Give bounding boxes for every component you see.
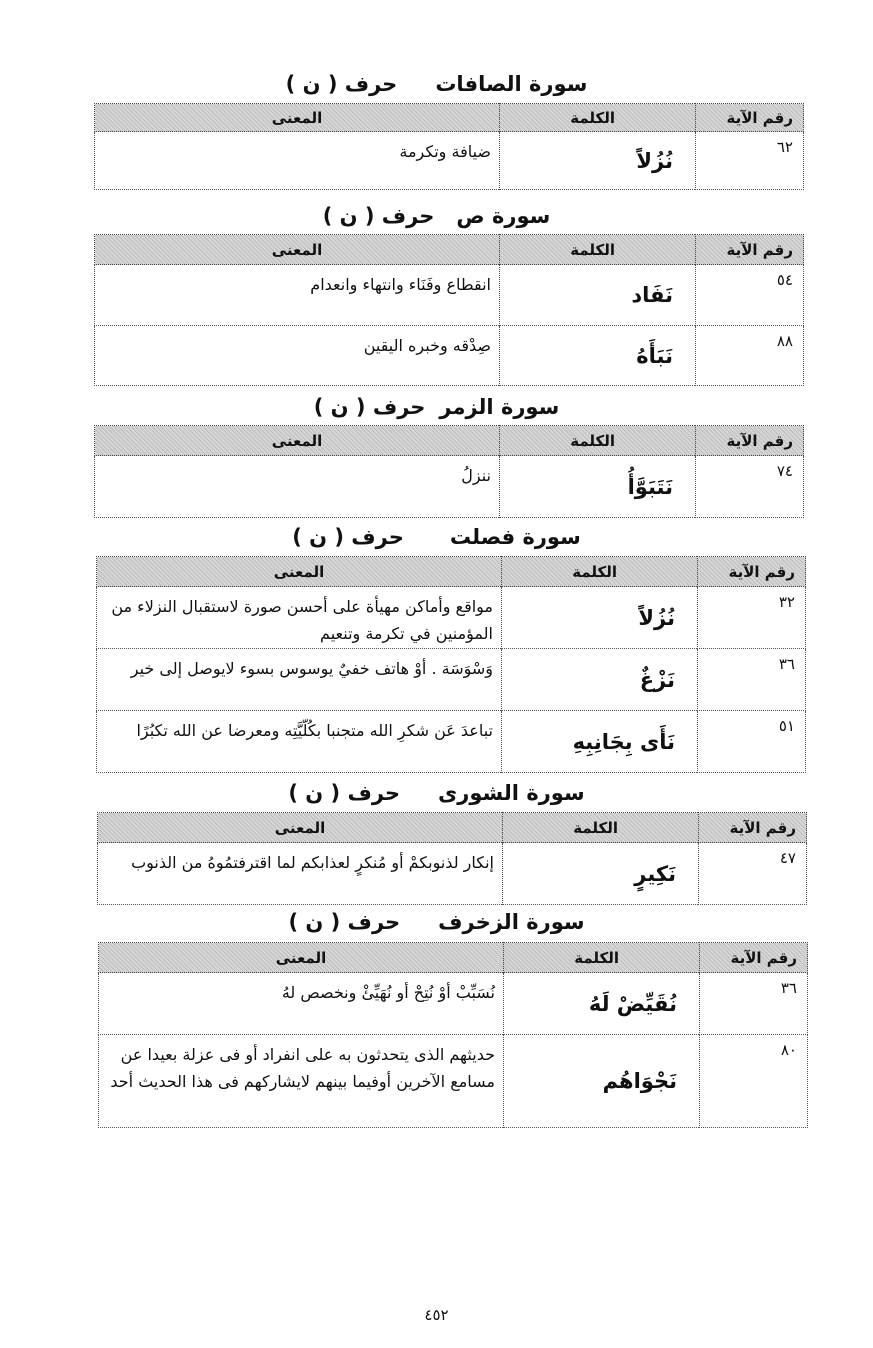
section-title [0, 523, 873, 551]
ayah-header: رقم الآية [696, 104, 804, 132]
quran-word: نُزُلاً [502, 587, 698, 649]
word-meaning: تباعدَ عَن شكرِ الله متجنبا بكُلّيَّتِه ومعرضا عن الله تكبُرًا [97, 711, 502, 773]
section-title [0, 779, 873, 807]
quran-word: نَتَبَوَّأُ [500, 456, 696, 518]
word-meaning: إنكار لذنوبكمْ أو مُنكرٍ لعذابكم لما اقترفتمُوهُ من الذنوب [98, 843, 503, 905]
ayah-number: ٨٠ [700, 1035, 808, 1128]
surah-name: سورة فصلت [449, 525, 581, 549]
ayah-number: ٤٧ [699, 843, 807, 905]
page-number: ٤٥٢ [424, 1306, 449, 1324]
word-meaning: حديثهم الذى يتحدثون به على انفراد أو فى عزلة بعيدا عن مسامع الآخرين أوفيما بينهم لايشاركهم فى هذا الحديث أحد [99, 1035, 504, 1128]
ayah-number: ٥١ [698, 711, 806, 773]
table-row [95, 326, 804, 386]
glossary-table [94, 103, 804, 190]
surah-name: سورة ص [456, 204, 551, 228]
table-row [97, 649, 806, 711]
quran-word: نَزْغٌ [502, 649, 698, 711]
glossary-table [98, 942, 808, 1128]
ayah-number: ٨٨ [696, 326, 804, 386]
section-title [0, 70, 873, 98]
section-title [0, 393, 873, 421]
glossary-table [96, 556, 806, 773]
quran-word: نَأَى بِجَانِبِهِ [502, 711, 698, 773]
ayah-number: ٦٢ [696, 132, 804, 190]
meaning-header: المعنى [97, 557, 502, 587]
section-title [0, 908, 873, 936]
table-row [99, 1035, 808, 1128]
letter-label: حرف ( ن ) [313, 395, 426, 419]
section-title [0, 202, 873, 230]
ayah-header: رقم الآية [700, 943, 808, 973]
ayah-header: رقم الآية [698, 557, 806, 587]
ayah-header: رقم الآية [699, 813, 807, 843]
quran-word: نَجْوَاهُم [504, 1035, 700, 1128]
quran-word: نَفَاد [500, 265, 696, 326]
quran-word: نَبَأَهُ [500, 326, 696, 386]
word-meaning: مواقع وأماكن مهيأة على أحسن صورة لاستقبال النزلاء من المؤمنين في تكرمة وتنعيم [97, 587, 502, 649]
quran-word: نُقَيِّضْ لَهُ [504, 973, 700, 1035]
word-header: الكلمة [500, 235, 696, 265]
word-meaning: صِدْقه وخبره اليقين [95, 326, 500, 386]
surah-name: سورة الزخرف [438, 910, 585, 934]
meaning-header: المعنى [95, 104, 500, 132]
glossary-table [94, 425, 804, 518]
word-meaning: ضيافة وتكرمة [95, 132, 500, 190]
word-meaning: انقطاع وفَنَاء وانتهاء وانعدام [95, 265, 500, 326]
quran-word: نَكِيرٍ [503, 843, 699, 905]
ayah-number: ٧٤ [696, 456, 804, 518]
letter-label: حرف ( ن ) [292, 525, 404, 549]
meaning-header: المعنى [99, 943, 504, 973]
meaning-header: المعنى [95, 426, 500, 456]
meaning-header: المعنى [98, 813, 503, 843]
word-header: الكلمة [504, 943, 700, 973]
glossary-table [94, 234, 804, 386]
ayah-number: ٥٤ [696, 265, 804, 326]
glossary-table [97, 812, 807, 905]
ayah-header: رقم الآية [696, 235, 804, 265]
word-meaning: ننزلُ [95, 456, 500, 518]
word-header: الكلمة [500, 426, 696, 456]
letter-label: حرف ( ن ) [288, 781, 401, 805]
table-row [97, 711, 806, 773]
word-header: الكلمة [503, 813, 699, 843]
letter-label: حرف ( ن ) [288, 910, 401, 934]
surah-name: سورة الشورى [438, 781, 585, 805]
word-header: الكلمة [500, 104, 696, 132]
word-meaning: وَسْوَسَة . أوْ هاتف خفيٌ يوسوس بسوء لايوصل إلى خير [97, 649, 502, 711]
quran-word: نُزُلاً [500, 132, 696, 190]
table-row [95, 132, 804, 190]
table-row [98, 843, 807, 905]
word-meaning: نُسَبِّبْ أوْ نُتِحْ أو نُهَيِّئْ ونخصص لهُ [99, 973, 504, 1035]
word-header: الكلمة [502, 557, 698, 587]
table-row [99, 973, 808, 1035]
ayah-header: رقم الآية [696, 426, 804, 456]
ayah-number: ٣٢ [698, 587, 806, 649]
letter-label: حرف ( ن ) [322, 204, 435, 228]
table-row [95, 265, 804, 326]
table-row [95, 456, 804, 518]
table-row [97, 587, 806, 649]
surah-name: سورة الصافات [435, 72, 588, 96]
surah-name: سورة الزمر [439, 395, 560, 419]
meaning-header: المعنى [95, 235, 500, 265]
ayah-number: ٣٦ [700, 973, 808, 1035]
letter-label: حرف ( ن ) [285, 72, 398, 96]
ayah-number: ٣٦ [698, 649, 806, 711]
